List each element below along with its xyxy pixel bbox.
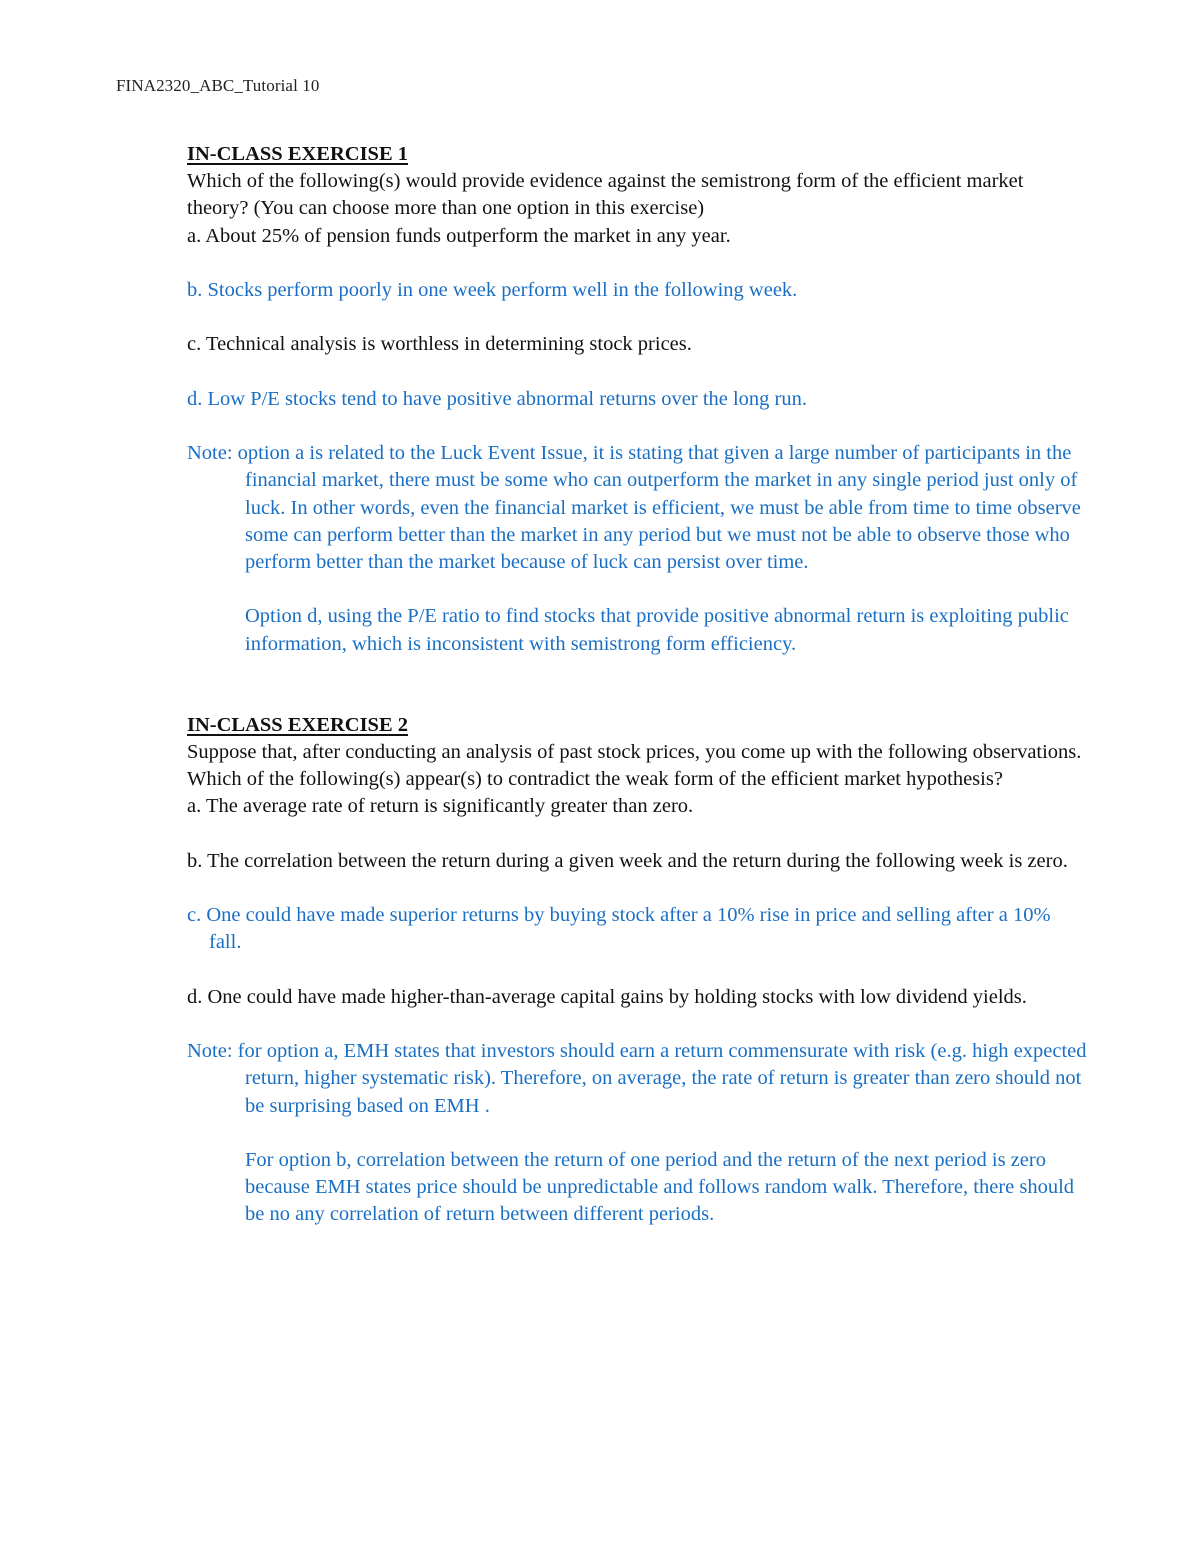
exercise-2-heading: IN-CLASS EXERCISE 2 [187,713,409,736]
exercise-1-note: Note: option a is related to the Luck Event Issue, it is stating that given a large number of participants in the financial market, there must be some who can outperform the market in any single period just only of luck. In other words, even the financial market is efficient, we must be able from time to time observe some can perform better than the market in any period but we must not be able to observe those who perform better than the market because of luck can persist over time. [187,442,1081,573]
exercise-2-option-a: a. The average rate of return is significantly greater than zero. [187,795,694,818]
exercise-1-option-d: d. Low P/E stocks tend to have positive abnormal returns over the long run. [187,387,808,410]
exercise-2-question: Suppose that, after conducting an analysis of past stock prices, you come up with the following observations. Which of the following(s) appear(s) to contradict the weak form of the efficient market hypothesis? [187,740,1082,791]
exercise-1-option-b: b. Stocks perform poorly in one week perform well in the following week. [187,279,798,301]
exercise-1-option-c: c. Technical analysis is worthless in determining stock prices. [187,333,692,356]
exercise-2-note: Note: for option a, EMH states that investors should earn a return commensurate with risk (e.g. high expected return, higher systematic risk). Therefore, on average, the rate of return is greater than zero should not be surprising based on EMH . [187,1040,1087,1117]
exercise-2-option-d: d. One could have made higher-than-average capital gains by holding stocks with low dividend yields. [187,985,1027,1008]
exercise-1-heading: IN-CLASS EXERCISE 1 [187,143,409,165]
exercise-1-option-a: a. About 25% of pension funds outperform the market in any year. [187,224,731,247]
page-header: FINA2320_ABC_Tutorial 10 [116,76,320,95]
exercise-1-note-option-d: Option d, using the P/E ratio to find stocks that provide positive abnormal return is exploiting public information, which is inconsistent with semistrong form efficiency. [245,605,1069,655]
document-body [187,141,1087,1229]
exercise-2-option-c: c. One could have made superior returns by buying stock after a 10% rise in price and selling after a 10% fall. [187,904,1051,954]
exercise-2-option-b: b. The correlation between the return during a given week and the return during the following week is zero. [187,849,1068,872]
exercise-1-question: Which of the following(s) would provide evidence against the semistrong form of the efficient market theory? (You can choose more than one option in this exercise) [187,170,1024,220]
exercise-2-note-option-b: For option b, correlation between the return of one period and the return of the next period is zero because EMH states price should be unpredictable and follows random walk. Therefore, there should be no any correlation of return between different periods. [245,1148,1075,1226]
